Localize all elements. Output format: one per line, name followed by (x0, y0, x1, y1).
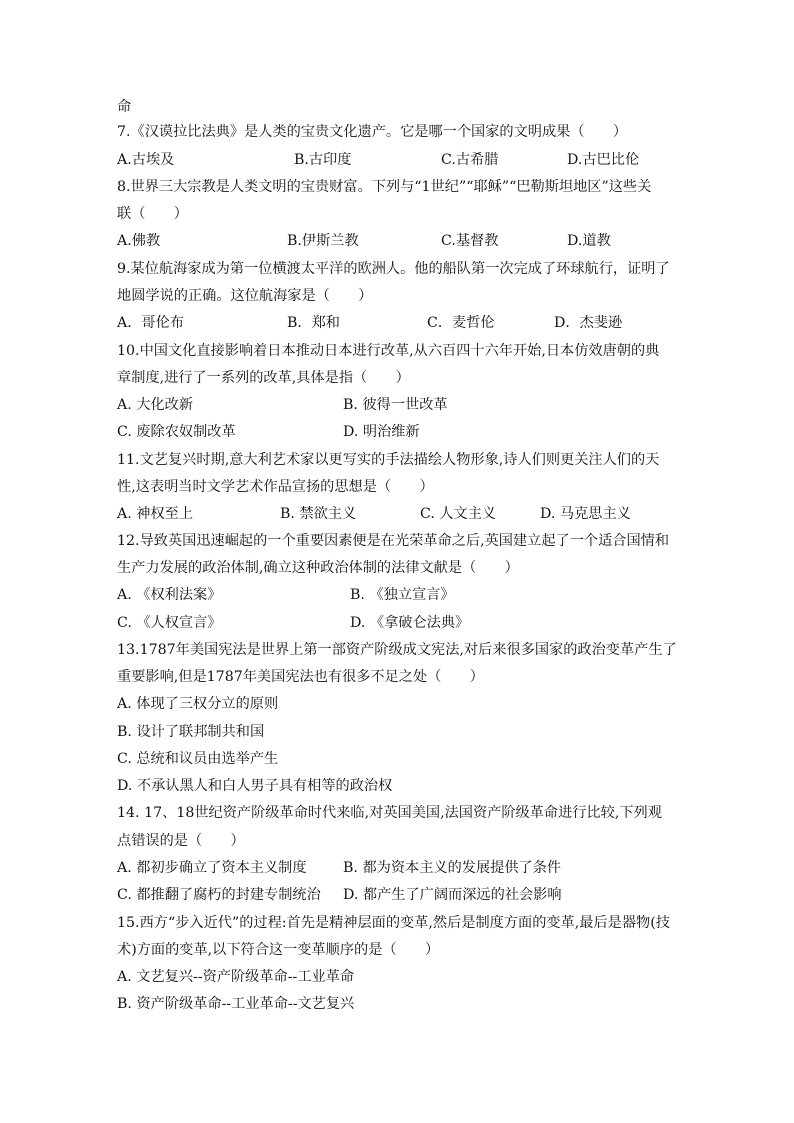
q14-option-a: A. 都初步确立了资本主义制度 (117, 860, 307, 876)
q15-option-b: B. 资产阶级革命--工业革命--文艺复兴 (117, 996, 355, 1012)
q7-option-d: D.古巴比伦 (567, 152, 640, 168)
question-8-stem-line1: 8.世界三大宗教是人类文明的宝贵财富。下列与“1世纪”“耶稣”“巴勒斯坦地区”这些关 (117, 179, 652, 195)
q7-option-c: C.古希腊 (441, 152, 499, 168)
q8-option-b: B.伊斯兰教 (287, 233, 359, 249)
question-10-options-row2 (117, 422, 687, 442)
question-13-stem-line1: 13.1787年美国宪法是世界上第一部资产阶级成文宪法,对后来很多国家的政治变革产生了 (117, 642, 677, 658)
question-9-stem-line2: 地圆学说的正确。这位航海家是（ ） (117, 288, 373, 304)
question-15-stem-line1: 15.西方“步入近代”的过程:首先是精神层面的变革,然后是制度方面的变革,最后是器物(技 (117, 915, 670, 931)
question-8-options (117, 231, 687, 251)
question-9-options (117, 313, 687, 333)
q14-option-b: B. 都为资本主义的发展提供了条件 (343, 860, 562, 876)
q7-option-a: A.古埃及 (117, 152, 175, 168)
q8-option-c: C.基督教 (441, 233, 499, 249)
question-7-options (117, 150, 687, 170)
question-6-tail: 命 (117, 99, 132, 115)
q11-option-c: C. 人文主义 (420, 506, 497, 522)
q9-option-b: B．郑和 (287, 315, 340, 331)
question-12-options-row2 (117, 613, 687, 633)
q13-option-b: B. 设计了联邦制共和国 (117, 724, 265, 740)
question-14-stem-line1: 14. 17、18世纪资产阶级革命时代来临,对英国美国,法国资产阶级革命进行比较,下列观 (117, 805, 662, 821)
question-9-stem-line1: 9.某位航海家成为第一位横渡太平洋的欧洲人。他的船队第一次完成了环球航行，证明了 (117, 261, 670, 277)
question-11-stem-line1: 11.文艺复兴时期,意大利艺术家以更写实的手法描绘人物形象,诗人们则更关注人们的天 (117, 452, 660, 468)
q11-option-a: A. 神权至上 (117, 506, 194, 522)
q8-option-a: A.佛教 (117, 233, 161, 249)
q10-option-d: D. 明治维新 (343, 424, 420, 440)
q11-option-d: D. 马克思主义 (540, 506, 631, 522)
q8-option-d: D.道教 (567, 233, 611, 249)
q10-option-a: A. 大化改新 (117, 397, 194, 413)
question-10-stem-line1: 10.中国文化直接影响着日本推动日本进行改革,从六百四十六年开始,日本仿效唐朝的典 (117, 343, 660, 359)
q13-option-c: C. 总统和议员由选举产生 (117, 751, 279, 767)
question-14-options-row2 (117, 885, 687, 905)
question-10-stem-line2: 章制度,进行了一系列的改革,具体是指（ ） (117, 370, 410, 386)
question-14-stem-line2: 点错误的是（ ） (117, 833, 245, 849)
q12-option-c: C. 《人权宣言》 (117, 615, 222, 631)
question-14-options-row1 (117, 858, 687, 878)
q11-option-b: B. 禁欲主义 (280, 506, 357, 522)
q9-option-a: A．哥伦布 (117, 315, 184, 331)
q13-option-a: A. 体现了三权分立的原则 (117, 696, 279, 712)
q13-option-d: D. 不承认黑人和白人男子具有相等的政治权 (117, 778, 393, 794)
q14-option-d: D. 都产生了广阔而深远的社会影响 (343, 887, 562, 903)
question-10-options-row1 (117, 395, 687, 415)
question-12-stem-line2: 生产力发展的政治体制,确立这种政治体制的法律文献是（ ） (117, 560, 519, 576)
q10-option-b: B. 彼得一世改革 (343, 397, 448, 413)
question-13-stem-line2: 重要影响,但是1787年美国宪法也有很多不足之处（ ） (117, 669, 484, 685)
question-11-options (117, 504, 687, 524)
q12-option-b: B. 《独立宣言》 (350, 587, 455, 603)
question-15-stem-line2: 术)方面的变革,以下符合这一变革顺序的是（ ） (117, 942, 440, 958)
question-11-stem-line2: 性,这表明当时文学艺术作品宣扬的思想是（ ） (117, 479, 434, 495)
q15-option-a: A. 文艺复兴--资产阶级革命--工业革命 (117, 969, 355, 985)
q12-option-d: D. 《拿破仑法典》 (350, 615, 470, 631)
q14-option-c: C. 都推翻了腐朽的封建专制统治 (117, 887, 321, 903)
q7-option-b: B.古印度 (294, 152, 352, 168)
question-7-stem: 7.《汉谟拉比法典》是人类的宝贵文化遗产。它是哪一个国家的文明成果（ ） (117, 124, 628, 140)
question-12-options-row1 (117, 585, 687, 605)
question-8-stem-line2: 联（ ） (117, 206, 188, 222)
question-12-stem-line1: 12.导致英国迅速崛起的一个重要因素便是在光荣革命之后,英国建立起了一个适合国情和 (117, 533, 670, 549)
q9-option-d: D．杰斐逊 (554, 315, 623, 331)
q10-option-c: C. 废除农奴制改革 (117, 424, 236, 440)
q12-option-a: A. 《权利法案》 (117, 587, 222, 603)
q9-option-c: C．麦哲伦 (427, 315, 495, 331)
